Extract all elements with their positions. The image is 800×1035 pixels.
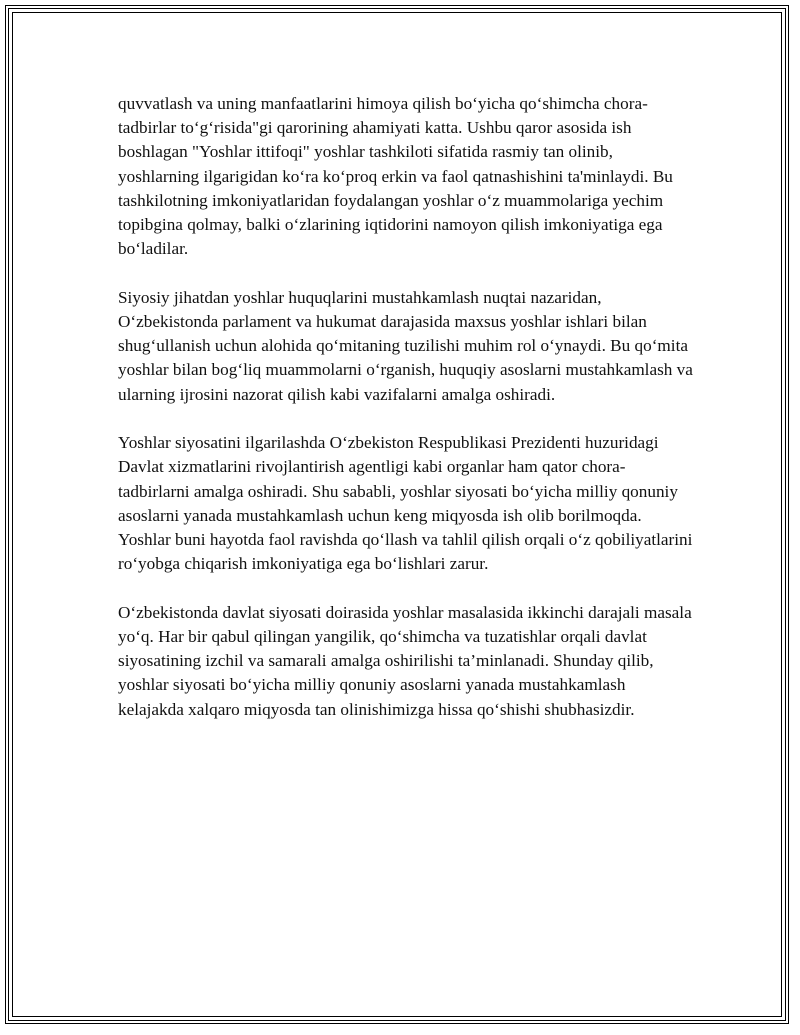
- paragraph-4: O‘zbekistonda davlat siyosati doirasida yoshlar masalasida ikkinchi darajali masala yo‘q. Har bir qabul qilingan yangilik, qo‘shimcha va tuzatishlar orqali davlat siyosatining izchil va samarali amalga oshirilishi ta’minlanadi. Shunday qilib, yoshlar siyosati bo‘yicha milliy qonuniy asoslarni yanada mustahkamlash kelajakda xalqaro miqyosda tan olinishimizga hissa qo‘shishi shubhasizdir.: [118, 602, 692, 719]
- paragraph-1: quvvatlash va uning manfaatlarini himoya qilish bo‘yicha qo‘shimcha chora-tadbirlar to‘g‘risida"gi qarorining ahamiyati katta. Ushbu qaror asosida ish boshlagan "Yoshlar ittifoqi" yoshlar tashkiloti sifatida rasmiy tan olinib, yoshlarning ilgarigidan ko‘ra ko‘proq erkin va faol qatnashishini ta'minlaydi. Bu tashkilotning imkoniyatlaridan foydalangan yoshlar o‘z muammolariga yechim topibgina qolmay, balki o‘zlarining iqtidorini namoyon qilish imkoniyatiga ega bo‘ladilar.: [118, 94, 673, 259]
- document-body: [118, 92, 693, 746]
- paragraph-2: Siyosiy jihatdan yoshlar huquqlarini mustahkamlash nuqtai nazaridan, O‘zbekistonda parlament va hukumat darajasida maxsus yoshlar ishlari bilan shug‘ullanish uchun alohida qo‘mitaning tuzilishi muhim rol o‘ynaydi. Bu qo‘mita yoshlar bilan bog‘liq muammolarni o‘rganish, huquqiy asoslarni mustahkamlash va ularning ijrosini nazorat qilish kabi vazifalarni amalga oshiradi.: [118, 287, 693, 404]
- paragraph-3: Yoshlar siyosatini ilgarilashda O‘zbekiston Respublikasi Prezidenti huzuridagi Davlat xizmatlarini rivojlantirish agentligi kabi organlar ham qator chora-tadbirlarni amalga oshiradi. Shu sababli, yoshlar siyosati bo‘yicha milliy qonuniy asoslarni yanada mustahkamlash uchun keng miqyosda ish olib borilmoqda. Yoshlar buni hayotda faol ravishda qo‘llash va tahlil qilish orqali o‘z qobiliyatlarini ro‘yobga chiqarish imkoniyatiga ega bo‘lishlari zarur.: [118, 433, 693, 574]
